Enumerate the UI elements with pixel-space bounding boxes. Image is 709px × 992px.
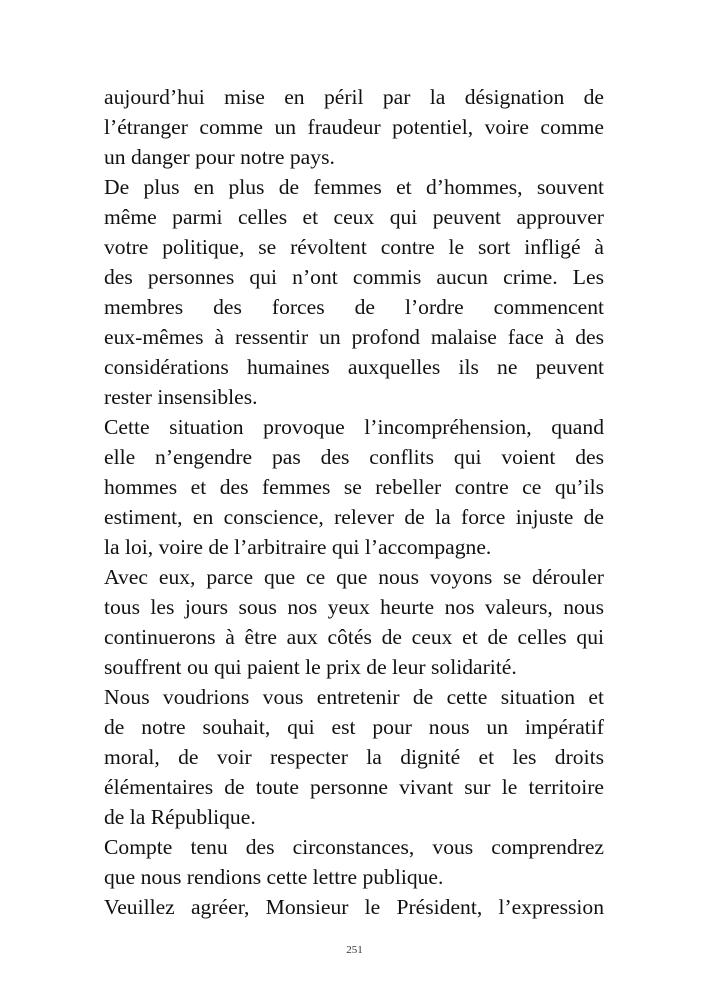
paragraph <box>104 172 604 412</box>
text-line: moral, de voir respecter la dignité et les droits <box>104 745 604 769</box>
text-line: Nous voudrions vous entretenir de cette situation et <box>104 685 604 709</box>
text-line: de notre souhait, qui est pour nous un impératif <box>104 715 604 739</box>
text-line: elle n’engendre pas des conflits qui voient des <box>104 445 604 469</box>
paragraph <box>104 832 604 892</box>
text-line: la loi, voire de l’arbitraire qui l’accompagne. <box>104 535 492 559</box>
text-line: considérations humaines auxquelles ils ne peuvent <box>104 355 604 379</box>
text-line: Avec eux, parce que ce que nous voyons se dérouler <box>104 565 604 589</box>
text-line: hommes et des femmes se rebeller contre ce qu’ils <box>104 475 604 499</box>
text-line: rester insensibles. <box>104 385 258 409</box>
text-line: l’étranger comme un fraudeur potentiel, voire comme <box>104 115 604 139</box>
text-line: un danger pour notre pays. <box>104 145 335 169</box>
paragraph <box>104 562 604 682</box>
text-line: estiment, en conscience, relever de la force injuste de <box>104 505 604 529</box>
page-number: 251 <box>346 944 363 956</box>
text-line: souffrent ou qui paient le prix de leur solidarité. <box>104 655 517 679</box>
text-line: Veuillez agréer, Monsieur le Président, l’expression <box>104 895 604 919</box>
text-line: continuerons à être aux côtés de ceux et de celles qui <box>104 625 604 649</box>
text-line: votre politique, se révoltent contre le sort infligé à <box>104 235 604 259</box>
text-line: Compte tenu des circonstances, vous comprendrez <box>104 835 604 859</box>
text-line: de la République. <box>104 805 256 829</box>
text-line: que nous rendions cette lettre publique. <box>104 865 444 889</box>
text-line: eux-mêmes à ressentir un profond malaise face à des <box>104 325 604 349</box>
paragraph <box>104 82 604 172</box>
document-body <box>104 82 604 922</box>
paragraph <box>104 892 604 922</box>
text-line: même parmi celles et ceux qui peuvent approuver <box>104 205 604 229</box>
text-line: des personnes qui n’ont commis aucun crime. Les <box>104 265 604 289</box>
text-line: membres des forces de l’ordre commencent <box>104 295 604 319</box>
text-line: Cette situation provoque l’incompréhension, quand <box>104 415 604 439</box>
text-line: élémentaires de toute personne vivant sur le territoire <box>104 775 604 799</box>
paragraph <box>104 682 604 832</box>
text-line: tous les jours sous nos yeux heurte nos valeurs, nous <box>104 595 604 619</box>
text-line: aujourd’hui mise en péril par la désignation de <box>104 85 604 109</box>
paragraph <box>104 412 604 562</box>
text-line: De plus en plus de femmes et d’hommes, souvent <box>104 175 604 199</box>
